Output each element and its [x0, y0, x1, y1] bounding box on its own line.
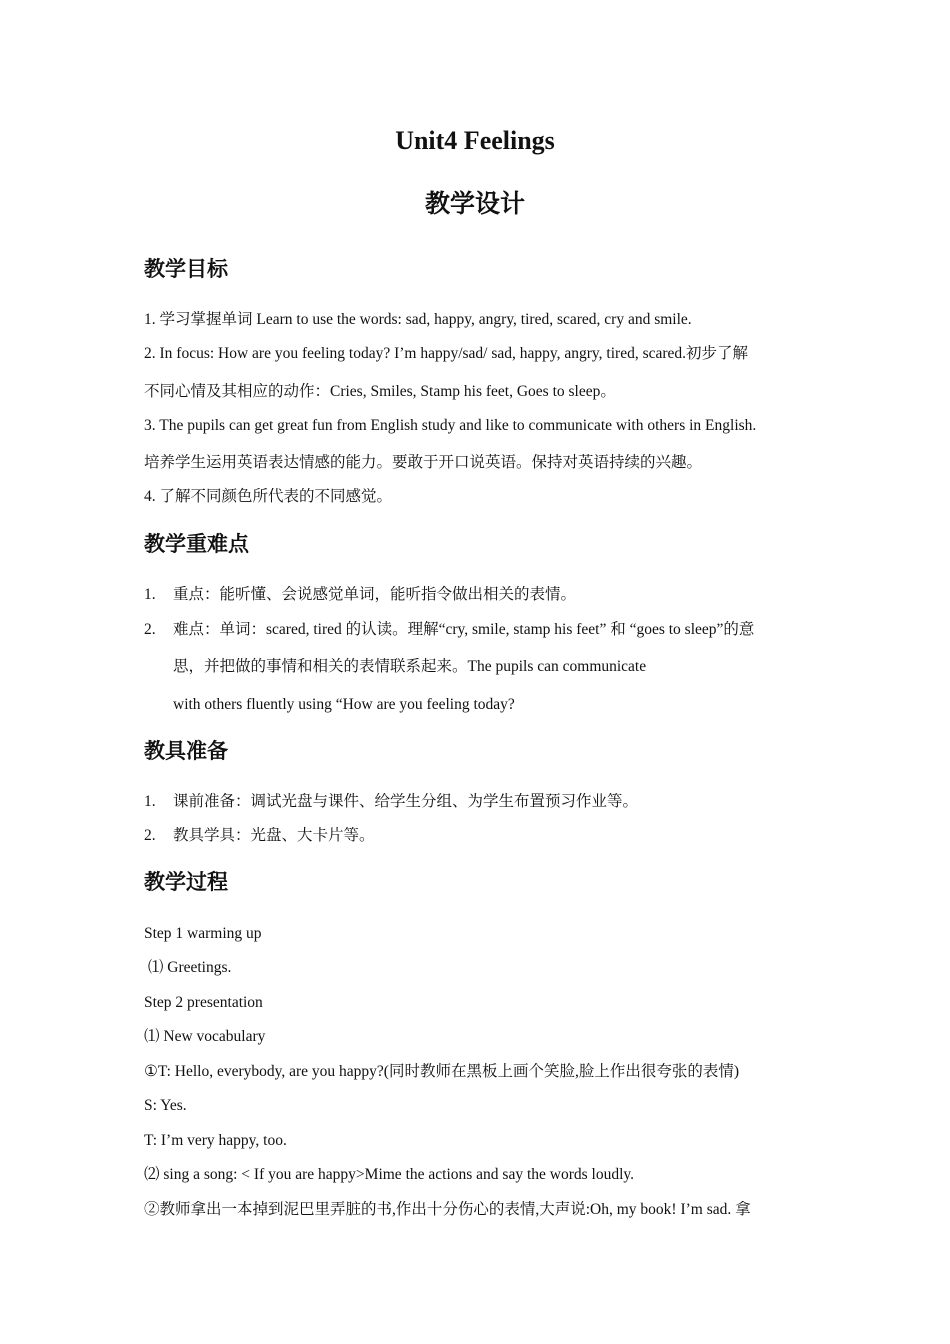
process-line: Step 1 warming up	[144, 925, 262, 942]
list-number: 1.	[144, 586, 156, 603]
process-line: ②教师拿出一本掉到泥巴里弄脏的书,作出十分伤心的表情,大声说:Oh, my book! I’m sad. 拿	[144, 1201, 751, 1218]
section-heading-key-points: 教学重难点	[144, 532, 249, 556]
list-number: 2.	[144, 621, 156, 638]
objective-line: 2. In focus: How are you feeling today? I’m happy/sad/ sad, happy, angry, tired, scared.初步了解	[144, 345, 749, 362]
process-line: ⑴ New vocabulary	[144, 1028, 266, 1045]
process-line: ①T: Hello, everybody, are you happy?(同时教师在黑板上画个笑脸,脸上作出很夸张的表情)	[144, 1063, 740, 1080]
objective-line: 1. 学习掌握单词 Learn to use the words: sad, happy, angry, tired, scared, cry and smile.	[144, 311, 692, 328]
document-subtitle: 教学设计	[424, 189, 525, 218]
material-item: 课前准备：调试光盘与课件、给学生分组、为学生布置预习作业等。	[173, 793, 639, 810]
process-line: S: Yes.	[144, 1097, 187, 1114]
list-number: 1.	[144, 793, 156, 810]
document-title: Unit4 Feelings	[395, 126, 555, 155]
objective-line: 4. 了解不同颜色所代表的不同感觉。	[144, 488, 393, 505]
objective-line: 不同心情及其相应的动作：Cries, Smiles, Stamp his feet, Goes to sleep。	[144, 383, 616, 400]
process-line: ⑵ sing a song: < If you are happy>Mime the actions and say the words loudly.	[144, 1166, 634, 1183]
key-point-item: 重点：能听懂、会说感觉单词，能听指令做出相关的表情。	[173, 586, 577, 603]
objective-line: 培养学生运用英语表达情感的能力。要敢于开口说英语。保持对英语持续的兴趣。	[144, 454, 703, 471]
section-heading-objectives: 教学目标	[144, 257, 228, 281]
list-number: 2.	[144, 827, 156, 844]
process-line: Step 2 presentation	[144, 994, 263, 1011]
key-point-continuation: with others fluently using “How are you feeling today?	[173, 696, 515, 713]
section-heading-materials: 教具准备	[144, 739, 228, 763]
process-line: T: I’m very happy, too.	[144, 1132, 287, 1149]
section-heading-process: 教学过程	[144, 870, 228, 894]
process-line: ⑴ Greetings.	[144, 959, 232, 976]
objective-line: 3. The pupils can get great fun from English study and like to communicate with others in English.	[144, 417, 757, 434]
key-point-continuation: 思，并把做的事情和相关的表情联系起来。The pupils can communicate	[173, 658, 647, 675]
key-point-item: 难点：单词：scared, tired 的认读。理解“cry, smile, stamp his feet” 和 “goes to sleep”的意	[173, 621, 755, 638]
material-item: 教具学具：光盘、大卡片等。	[173, 827, 375, 844]
